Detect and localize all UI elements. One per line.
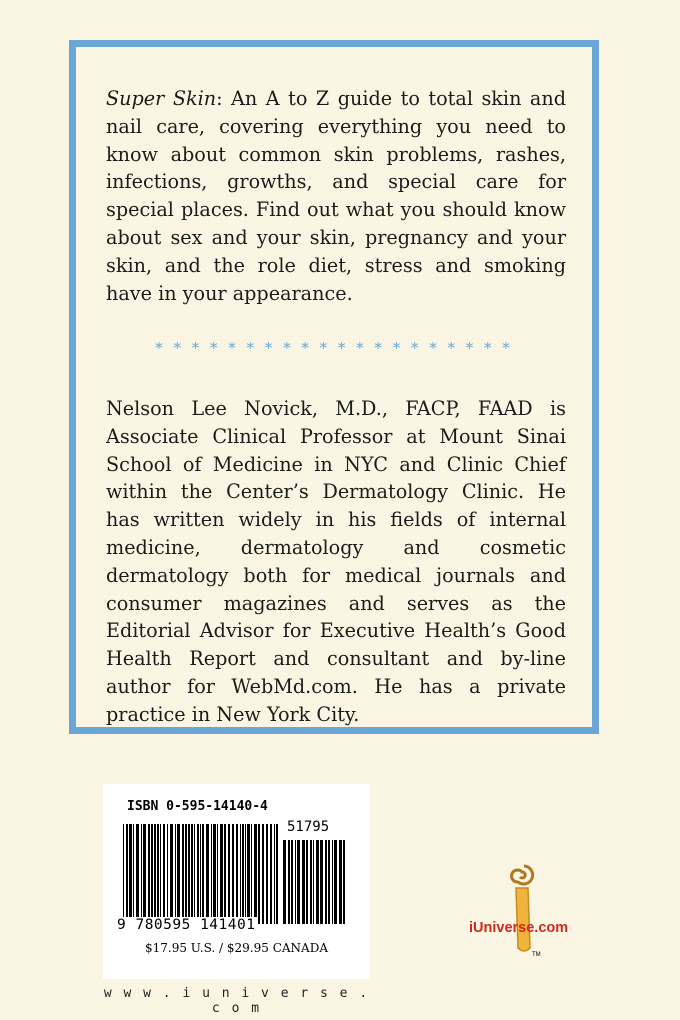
barcode-bar (167, 824, 168, 924)
isbn-label: ISBN 0-595-14140-4 (127, 799, 268, 814)
barcode-bar (224, 824, 226, 924)
barcode-bar (328, 840, 330, 924)
barcode-bar (141, 824, 142, 924)
barcode-bar (197, 824, 199, 924)
barcode-bar (211, 824, 212, 924)
barcode-bar (228, 824, 230, 924)
iuniverse-logo-icon (462, 860, 592, 970)
barcode-bar (310, 840, 312, 924)
barcode-bar (283, 840, 286, 924)
barcode-bar (136, 824, 139, 924)
barcode-bar (157, 824, 159, 924)
barcode-bar (254, 824, 257, 924)
barcode-bar (126, 824, 128, 924)
barcode-bar (236, 824, 238, 924)
author-bio: Nelson Lee Novick, M.D., FACP, FAAD is Associate Clinical Professor at Mount Sinai School of Medicine in NYC and Clinic Chief within the Center’s Dermatology Clinic. He has written widely in his fields of internal medicine, dermatology and cosmetic dermatology both for medical journals and consumer magazines and serves as the Editorial Advisor for Executive Health’s Good Health Report and consultant and by-line author for WebMd.com. He has a private practice in New York City. (106, 397, 566, 726)
barcode-bar (213, 824, 216, 924)
barcode-bar (343, 840, 345, 924)
barcode-bar (191, 824, 193, 924)
back-cover-frame (69, 40, 599, 734)
barcode-bar (295, 840, 296, 924)
barcode-bar (262, 824, 264, 924)
barcode-panel (103, 784, 370, 979)
barcode-bar (217, 824, 218, 924)
barcode-bar (316, 840, 319, 924)
barcode-bar (220, 824, 223, 924)
barcode-bar (266, 824, 268, 924)
barcode-bar (194, 824, 195, 924)
ean-barcode (123, 824, 283, 924)
barcode-bar (288, 840, 290, 924)
description-text: : An A to Z guide to total skin and nail care, covering everything you need to know about common skin problems, rashes, infections, growths, and special care for special places. Find out what you should know about sex and your skin, pregnancy and your skin, and the role diet, stress and smoking have in your appearance. (106, 87, 567, 305)
star-separator: * * * * * * * * * * * * * * * * * * * * (155, 339, 513, 357)
publisher-name: iUniverse.com (469, 920, 569, 936)
barcode-bar (240, 824, 241, 924)
barcode-bar (129, 824, 132, 924)
barcode-bar (251, 824, 252, 924)
barcode-bar (242, 824, 244, 924)
barcode-bar (143, 824, 146, 924)
barcode-bar (160, 824, 161, 924)
barcode-bar (185, 824, 187, 924)
barcode-bar (175, 824, 176, 924)
barcode-bar (320, 840, 323, 924)
barcode-bar (302, 840, 305, 924)
barcode-bar (177, 824, 180, 924)
publisher-logo (462, 860, 592, 970)
book-description (106, 85, 566, 307)
barcode-bar (306, 840, 308, 924)
barcode-bar (313, 840, 314, 924)
barcode-bar (258, 824, 260, 924)
barcode-bar (188, 824, 190, 924)
trademark: TM (532, 952, 541, 958)
price-label: $17.95 U.S. / $29.95 CANADA (144, 941, 328, 955)
addon-number: 51795 (287, 819, 330, 835)
barcode-bar (245, 824, 246, 924)
barcode-bar (291, 840, 293, 924)
barcode-bar (170, 824, 173, 924)
barcode-bar (276, 824, 278, 924)
barcode-bar (339, 840, 342, 924)
ean-number: 9 780595 141401 (117, 917, 256, 933)
barcode-bar (123, 824, 124, 924)
barcode-bar (232, 824, 234, 924)
barcode-bar (297, 840, 300, 924)
barcode-bar (202, 824, 204, 924)
barcode-bar (154, 824, 156, 924)
barcode-bar (133, 824, 134, 924)
barcode-bar (274, 824, 275, 924)
barcode-bar (270, 824, 272, 924)
barcode-bar (206, 824, 209, 924)
barcode-bar (151, 824, 153, 924)
barcode-bar (148, 824, 150, 924)
addon-barcode (283, 840, 349, 924)
barcode-bar (200, 824, 201, 924)
barcode-bar (325, 840, 327, 924)
website-url: w w w . i u n i v e r s e . c o m (103, 986, 370, 1016)
barcode-bar (332, 840, 333, 924)
barcode-bar (163, 824, 165, 924)
barcode-bar (334, 840, 337, 924)
book-title: Super Skin (106, 87, 217, 110)
barcode-bar (247, 824, 250, 924)
barcode-bar (182, 824, 184, 924)
